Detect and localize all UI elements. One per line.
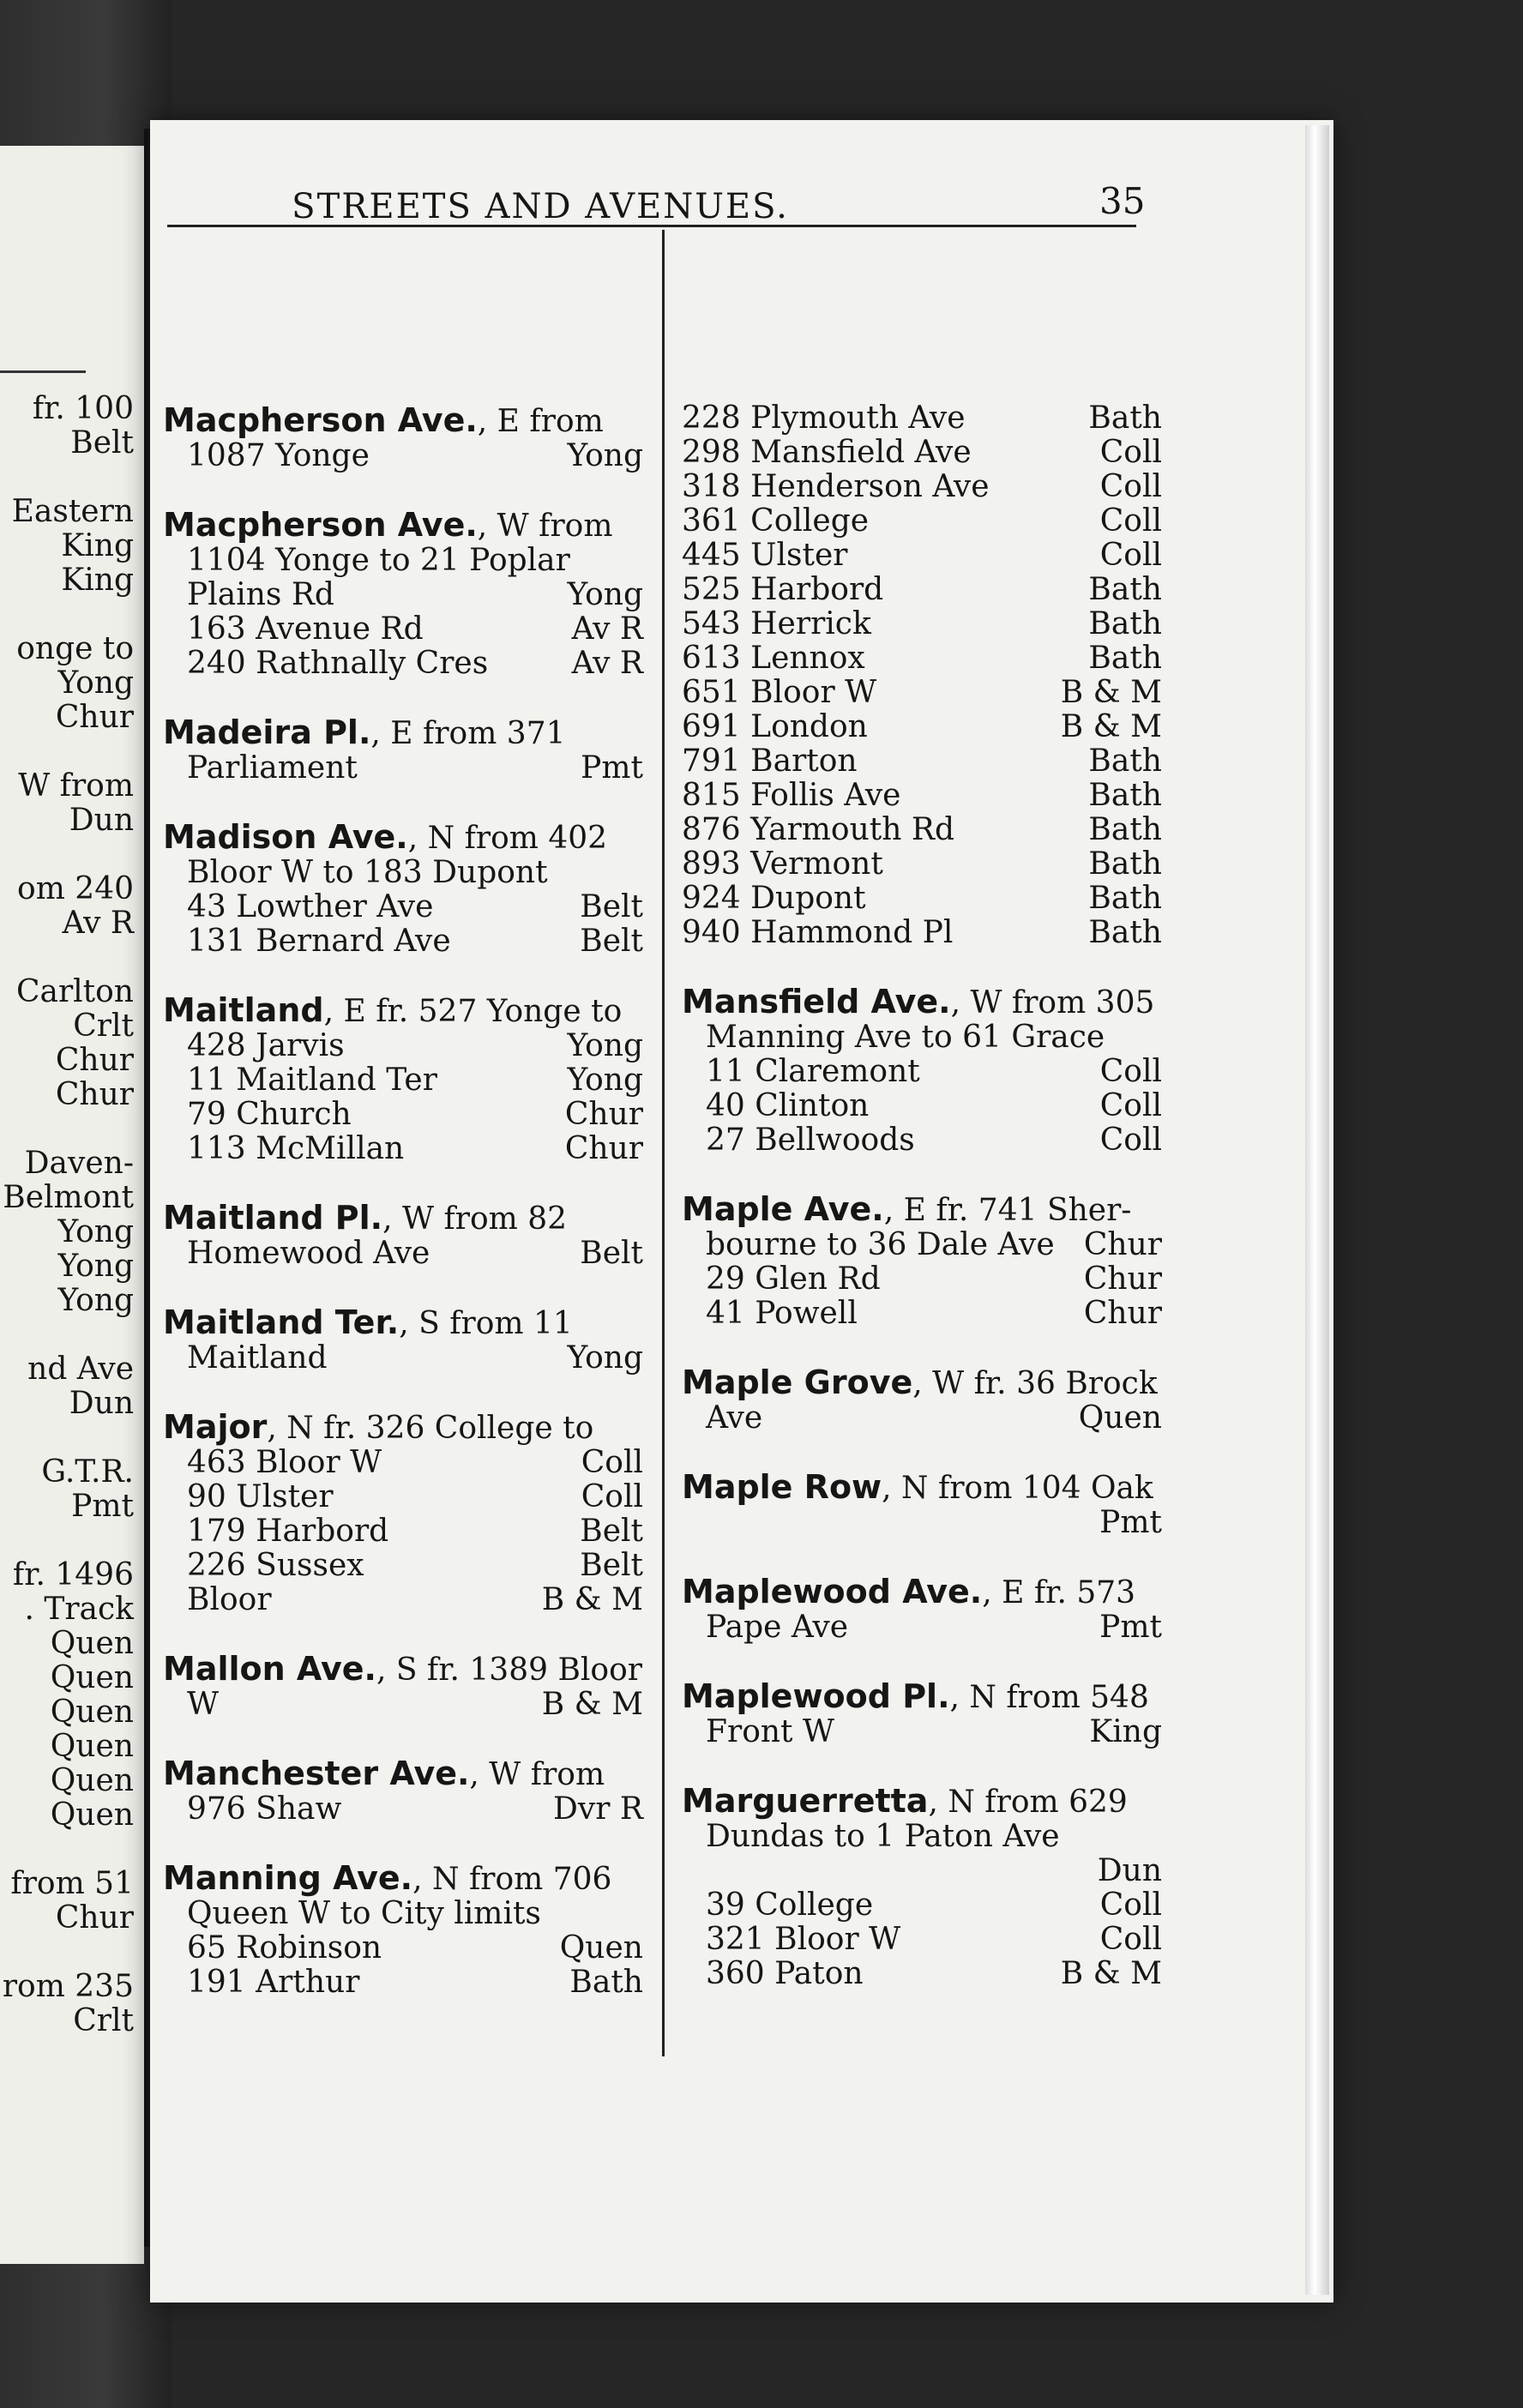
left-column	[163, 403, 643, 2034]
street-name: Mansfield Ave.	[682, 983, 951, 1020]
cross-street: Plains Rd	[187, 577, 334, 612]
cross-street-row	[682, 847, 1162, 882]
district-abbreviation: Bath	[1088, 778, 1162, 813]
cross-street: 90 Ulster	[187, 1479, 334, 1514]
cross-street-row	[682, 401, 1162, 436]
left-fragment-line: Crlt	[73, 1008, 134, 1044]
cross-street-row	[163, 890, 643, 924]
left-fragment-line: Quen	[50, 1695, 134, 1730]
left-fragment-line: G.T.R.	[41, 1454, 134, 1490]
page-number: 35	[1099, 180, 1146, 222]
cross-street: Bloor W to 183 Dupont	[187, 855, 548, 890]
district-abbreviation: Coll	[1099, 538, 1162, 573]
cross-street: 791 Barton	[682, 743, 858, 779]
district-abbreviation: Coll	[1099, 1054, 1162, 1089]
district-abbreviation: Coll	[1099, 1922, 1162, 1957]
street-name: Marguerretta	[682, 1782, 929, 1820]
district-abbreviation: Quen	[559, 1930, 643, 1966]
cross-street-row	[163, 1098, 643, 1132]
cross-street: 463 Bloor W	[187, 1445, 382, 1480]
district-abbreviation: Bath	[1088, 915, 1162, 950]
left-fragment-line: Carlton	[15, 974, 134, 1009]
cross-street-row	[163, 1237, 643, 1271]
cross-street: 445 Ulster	[682, 538, 848, 573]
cross-street: 691 London	[682, 709, 868, 744]
cross-street: Manning Ave to 61 Grace	[706, 1020, 1105, 1055]
cross-street-row	[682, 573, 1162, 607]
cross-street-row	[682, 436, 1162, 470]
left-fragment-line: Quen	[50, 1763, 134, 1798]
district-abbreviation: Bath	[1088, 812, 1162, 847]
district-abbreviation: Pmt	[581, 750, 643, 786]
street-heading	[163, 1861, 643, 1897]
district-abbreviation: Av R	[571, 611, 643, 647]
left-fragment-line: fr. 100	[32, 391, 134, 426]
street-heading	[163, 508, 643, 544]
cross-street-row	[682, 1854, 1162, 1888]
cross-street-row	[163, 1029, 643, 1063]
street-origin: , E fr. 527 Yonge to	[323, 994, 623, 1029]
left-fragment-line: om 240	[17, 871, 134, 906]
cross-street-row	[682, 1262, 1162, 1297]
cross-street: 298 Mansfield Ave	[682, 435, 972, 470]
street-origin: , W from	[477, 509, 613, 544]
district-abbreviation: B & M	[1060, 709, 1162, 744]
right-column	[682, 401, 1162, 2026]
cross-street-row	[163, 578, 643, 612]
cross-street-row	[682, 916, 1162, 950]
cross-street: 226 Sussex	[187, 1548, 364, 1583]
cross-street: 360 Paton	[706, 1956, 864, 1991]
left-fragment-line: Dun	[69, 1386, 134, 1421]
cross-street: 924 Dupont	[682, 881, 866, 916]
column-divider	[662, 230, 665, 2056]
street-name: Major	[163, 1408, 268, 1446]
left-fragment-line: Quen	[50, 1797, 134, 1833]
district-abbreviation: Bath	[569, 1965, 643, 2000]
street-entry	[163, 403, 643, 473]
cross-street-row	[682, 470, 1162, 504]
cross-street: 525 Harbord	[682, 572, 884, 607]
left-fragment-line: fr. 1496	[12, 1557, 134, 1592]
cross-street: Maitland	[187, 1340, 328, 1376]
cross-street: 29 Glen Rd	[706, 1261, 881, 1297]
district-abbreviation: Yong	[567, 577, 643, 612]
cross-street-row	[682, 710, 1162, 744]
cross-street-row	[163, 1063, 643, 1098]
left-fragment-line: King	[61, 528, 134, 563]
street-origin: , S fr. 1389 Bloor	[376, 1652, 642, 1688]
cross-street: 191 Arthur	[187, 1965, 360, 2000]
district-abbreviation: Coll	[1099, 469, 1162, 504]
district-abbreviation: Coll	[581, 1445, 643, 1480]
left-fragment-line: Yong	[57, 1249, 134, 1284]
district-abbreviation: Pmt	[1099, 1610, 1162, 1645]
cross-street: 131 Bernard Ave	[187, 924, 451, 959]
street-entry	[682, 1192, 1162, 1331]
street-name: Maple Grove	[682, 1364, 913, 1401]
street-name: Maple Ave.	[682, 1190, 884, 1228]
cross-street-row	[682, 539, 1162, 573]
cross-street: 113 McMillan	[187, 1131, 405, 1166]
cross-street-row	[163, 1792, 643, 1827]
street-origin: , W from 305	[950, 985, 1155, 1020]
street-entry	[163, 508, 643, 681]
cross-street: 41 Powell	[706, 1296, 858, 1331]
street-name: Maitland	[163, 991, 324, 1029]
left-fragment-line: nd Ave	[27, 1351, 134, 1387]
district-abbreviation: Bath	[1088, 606, 1162, 641]
cross-street-row	[682, 882, 1162, 916]
cross-street-row	[163, 751, 643, 786]
street-origin: , E fr. 573	[982, 1575, 1136, 1610]
cross-street: Pape Ave	[706, 1610, 849, 1645]
district-abbreviation: Belt	[580, 889, 643, 924]
district-abbreviation: Chur	[564, 1097, 643, 1132]
district-abbreviation: Coll	[1099, 435, 1162, 470]
cross-street-row	[163, 612, 643, 647]
district-abbreviation: Bath	[1088, 743, 1162, 779]
street-origin: , W from 82	[382, 1201, 568, 1237]
cross-street-row	[163, 1931, 643, 1966]
cross-street-row	[682, 813, 1162, 847]
cross-street-row	[682, 779, 1162, 813]
cross-street-row	[163, 1480, 643, 1514]
cross-street: 11 Claremont	[706, 1054, 920, 1089]
street-entry	[682, 401, 1162, 950]
cross-street: Dundas to 1 Paton Ave	[706, 1819, 1060, 1854]
cross-street: Bloor	[187, 1582, 272, 1617]
cross-street: Queen W to City limits	[187, 1896, 541, 1931]
district-abbreviation: B & M	[1060, 675, 1162, 710]
left-fragment-line: Yong	[57, 1214, 134, 1249]
district-abbreviation: Bath	[1088, 846, 1162, 882]
district-abbreviation: Coll	[1099, 1088, 1162, 1123]
cross-street-row	[163, 647, 643, 681]
street-name: Maplewood Ave.	[682, 1573, 983, 1610]
left-fragment-line: W from	[18, 768, 134, 804]
cross-street-row	[682, 1055, 1162, 1089]
left-page-fragment	[0, 146, 144, 2264]
street-heading	[163, 1305, 643, 1341]
street-name: Madison Ave.	[163, 818, 408, 856]
street-entry	[163, 1305, 643, 1376]
street-entry	[682, 1365, 1162, 1436]
street-name: Madeira Pl.	[163, 713, 371, 751]
street-name: Maitland Pl.	[163, 1199, 383, 1237]
district-abbreviation: Coll	[1099, 1123, 1162, 1158]
street-entry	[682, 1470, 1162, 1540]
cross-street: 815 Follis Ave	[682, 778, 901, 813]
district-abbreviation: Chur	[564, 1131, 643, 1166]
cross-street: Parliament	[187, 750, 358, 786]
street-origin: , W from	[469, 1757, 605, 1792]
cross-street: 43 Lowther Ave	[187, 889, 434, 924]
cross-street-row	[163, 1446, 643, 1480]
cross-street-row	[682, 1506, 1162, 1540]
street-origin: , S from 11	[399, 1306, 573, 1341]
cross-street-row	[682, 1610, 1162, 1645]
left-fragment-line: Yong	[57, 665, 134, 701]
cross-street: 428 Jarvis	[187, 1028, 345, 1063]
cross-street-row	[682, 1228, 1162, 1262]
street-heading	[163, 1410, 643, 1446]
district-abbreviation: B & M	[541, 1687, 643, 1722]
left-fragment-line: rom 235	[2, 1969, 134, 2004]
street-origin: , E fr. 741 Sher-	[883, 1193, 1132, 1228]
cross-street: 876 Yarmouth Rd	[682, 812, 955, 847]
district-abbreviation: Bath	[1088, 572, 1162, 607]
street-entry	[163, 1756, 643, 1827]
street-entry	[163, 993, 643, 1166]
cross-street: Front W	[706, 1714, 834, 1749]
cross-street: 79 Church	[187, 1097, 352, 1132]
street-origin: , N from 402	[407, 821, 608, 856]
district-abbreviation: Quen	[1078, 1400, 1162, 1436]
district-abbreviation: B & M	[541, 1582, 643, 1617]
cross-street: 40 Clinton	[706, 1088, 870, 1123]
street-heading	[163, 715, 643, 751]
cross-street-row	[163, 1897, 643, 1931]
street-name: Mallon Ave.	[163, 1650, 376, 1688]
page-edge-shadow	[1305, 125, 1329, 2295]
cross-street: 179 Harbord	[187, 1514, 389, 1549]
street-entry	[163, 1861, 643, 2000]
left-page-header-rule	[0, 370, 86, 373]
left-fragment-line: Dun	[69, 803, 134, 838]
cross-street: 361 College	[682, 503, 870, 539]
cross-street: 976 Shaw	[187, 1791, 342, 1827]
cross-street: Homewood Ave	[187, 1236, 430, 1271]
left-fragment-line: Chur	[55, 1077, 134, 1112]
street-entry	[682, 984, 1162, 1158]
cross-street: 940 Hammond Pl	[682, 915, 954, 950]
cross-street-row	[163, 1341, 643, 1376]
cross-street-row	[682, 1020, 1162, 1055]
cross-street-row	[682, 1957, 1162, 1991]
left-fragment-line: Chur	[55, 700, 134, 735]
cross-street: bourne to 36 Dale Ave	[706, 1227, 1055, 1262]
cross-street-row	[163, 1966, 643, 2000]
cross-street: 228 Plymouth Ave	[682, 400, 966, 436]
cross-street-row	[163, 1549, 643, 1583]
left-fragment-line: Daven-	[24, 1146, 134, 1181]
district-abbreviation: B & M	[1060, 1956, 1162, 1991]
running-header: STREETS AND AVENUES.	[292, 187, 789, 226]
district-abbreviation: Pmt	[1099, 1505, 1162, 1540]
cross-street-row	[163, 1132, 643, 1166]
cross-street-row	[682, 641, 1162, 676]
street-heading	[682, 1470, 1162, 1506]
left-fragment-line: Belt	[70, 425, 134, 461]
cross-street-row	[682, 1888, 1162, 1923]
cross-street-row	[682, 504, 1162, 539]
street-origin: , N from 706	[412, 1862, 612, 1897]
district-abbreviation: Coll	[1099, 1887, 1162, 1923]
cross-street: 893 Vermont	[682, 846, 883, 882]
district-abbreviation: Yong	[567, 1028, 643, 1063]
street-name: Maple Row	[682, 1468, 882, 1506]
cross-street-row	[682, 676, 1162, 710]
street-name: Macpherson Ave.	[163, 506, 478, 544]
left-fragment-line: King	[61, 563, 134, 598]
street-heading	[163, 993, 643, 1029]
street-origin: , N fr. 326 College to	[267, 1411, 594, 1446]
street-entry	[682, 1574, 1162, 1645]
street-heading	[163, 1201, 643, 1237]
district-abbreviation: Belt	[580, 1514, 643, 1549]
district-abbreviation: Av R	[571, 646, 643, 681]
cross-street: 27 Bellwoods	[706, 1123, 915, 1158]
district-abbreviation: Coll	[581, 1479, 643, 1514]
district-abbreviation: Bath	[1088, 641, 1162, 676]
header-rule	[167, 225, 1136, 227]
left-fragment-line: Chur	[55, 1043, 134, 1078]
street-name: Maplewood Pl.	[682, 1677, 950, 1715]
cross-street: 1087 Yonge	[187, 438, 370, 473]
left-fragment-line: Yong	[57, 1283, 134, 1318]
district-abbreviation: Bath	[1088, 400, 1162, 436]
street-origin: , N from 104 Oak	[882, 1471, 1153, 1506]
street-name: Manchester Ave.	[163, 1755, 470, 1792]
street-heading	[682, 1679, 1162, 1715]
cross-street-row	[163, 856, 643, 890]
street-entry	[682, 1679, 1162, 1749]
district-abbreviation: Belt	[580, 1548, 643, 1583]
cross-street-row	[682, 1089, 1162, 1123]
street-name: Maitland Ter.	[163, 1303, 400, 1341]
cross-street: 543 Herrick	[682, 606, 871, 641]
district-abbreviation: Yong	[567, 1340, 643, 1376]
left-fragment-line: Pmt	[71, 1489, 134, 1524]
left-fragment-line: Quen	[50, 1729, 134, 1764]
street-heading	[163, 1756, 643, 1792]
cross-street: 65 Robinson	[187, 1930, 382, 1966]
cross-street: 11 Maitland Ter	[187, 1063, 437, 1098]
cross-street-row	[163, 1688, 643, 1722]
cross-street: 321 Bloor W	[706, 1922, 901, 1957]
street-heading	[682, 1784, 1162, 1820]
street-origin: , E from 371	[370, 716, 566, 751]
district-abbreviation: Belt	[580, 924, 643, 959]
left-fragment-line: Belmont	[3, 1180, 134, 1215]
district-abbreviation: Coll	[1099, 503, 1162, 539]
cross-street: 318 Henderson Ave	[682, 469, 990, 504]
cross-street: 240 Rathnally Cres	[187, 646, 489, 681]
cross-street-row	[682, 1401, 1162, 1436]
left-fragment-line: Quen	[50, 1660, 134, 1695]
cross-street-row	[163, 544, 643, 578]
street-entry	[163, 820, 643, 959]
cross-street: 163 Avenue Rd	[187, 611, 424, 647]
cross-street-row	[682, 1123, 1162, 1158]
district-abbreviation: King	[1089, 1714, 1162, 1749]
cross-street-row	[163, 924, 643, 959]
street-origin: , E from	[477, 404, 604, 439]
left-fragment-line: Quen	[50, 1626, 134, 1661]
cross-street-row	[163, 439, 643, 473]
street-name: Manning Ave.	[163, 1859, 413, 1897]
cross-street: Ave	[706, 1400, 763, 1436]
cross-street-row	[682, 1923, 1162, 1957]
cross-street: W	[187, 1687, 220, 1722]
street-origin: , N from 629	[928, 1785, 1128, 1820]
district-abbreviation: Dun	[1097, 1853, 1162, 1888]
street-heading	[163, 1652, 643, 1688]
street-origin: , W fr. 36 Brock	[912, 1366, 1158, 1401]
street-entry	[163, 1652, 643, 1722]
cross-street: 613 Lennox	[682, 641, 865, 676]
street-heading	[682, 1192, 1162, 1228]
street-entry	[163, 1410, 643, 1617]
left-fragment-line: Eastern	[11, 494, 134, 529]
street-heading	[682, 1574, 1162, 1610]
district-abbreviation: Bath	[1088, 881, 1162, 916]
cross-street-row	[163, 1583, 643, 1617]
district-abbreviation: Chur	[1083, 1261, 1162, 1297]
cross-street-row	[682, 744, 1162, 779]
district-abbreviation: Chur	[1083, 1227, 1162, 1262]
street-heading	[163, 820, 643, 856]
street-entry	[682, 1784, 1162, 1991]
street-heading	[163, 403, 643, 439]
street-origin: , N from 548	[949, 1680, 1149, 1715]
cross-street: 1104 Yonge to 21 Poplar	[187, 543, 570, 578]
district-abbreviation: Belt	[580, 1236, 643, 1271]
district-abbreviation: Dvr R	[553, 1791, 643, 1827]
cross-street-row	[682, 1297, 1162, 1331]
left-fragment-line: Av R	[62, 906, 134, 941]
district-abbreviation: Chur	[1083, 1296, 1162, 1331]
cross-street-row	[682, 1820, 1162, 1854]
left-fragment-line: . Track	[24, 1592, 134, 1627]
left-fragment-line: Crlt	[73, 2003, 134, 2038]
left-fragment-line: Chur	[55, 1900, 134, 1935]
street-heading	[682, 984, 1162, 1020]
street-heading	[682, 1365, 1162, 1401]
cross-street-row	[682, 607, 1162, 641]
street-entry	[163, 715, 643, 786]
district-abbreviation: Yong	[567, 1063, 643, 1098]
district-abbreviation: Yong	[567, 438, 643, 473]
cross-street-row	[163, 1514, 643, 1549]
left-fragment-line: from 51	[10, 1866, 134, 1901]
left-fragment-line: onge to	[16, 631, 134, 666]
street-entry	[163, 1201, 643, 1271]
cross-street: 39 College	[706, 1887, 874, 1923]
cross-street: 651 Bloor W	[682, 675, 877, 710]
cross-street-row	[682, 1715, 1162, 1749]
street-name: Macpherson Ave.	[163, 401, 478, 439]
